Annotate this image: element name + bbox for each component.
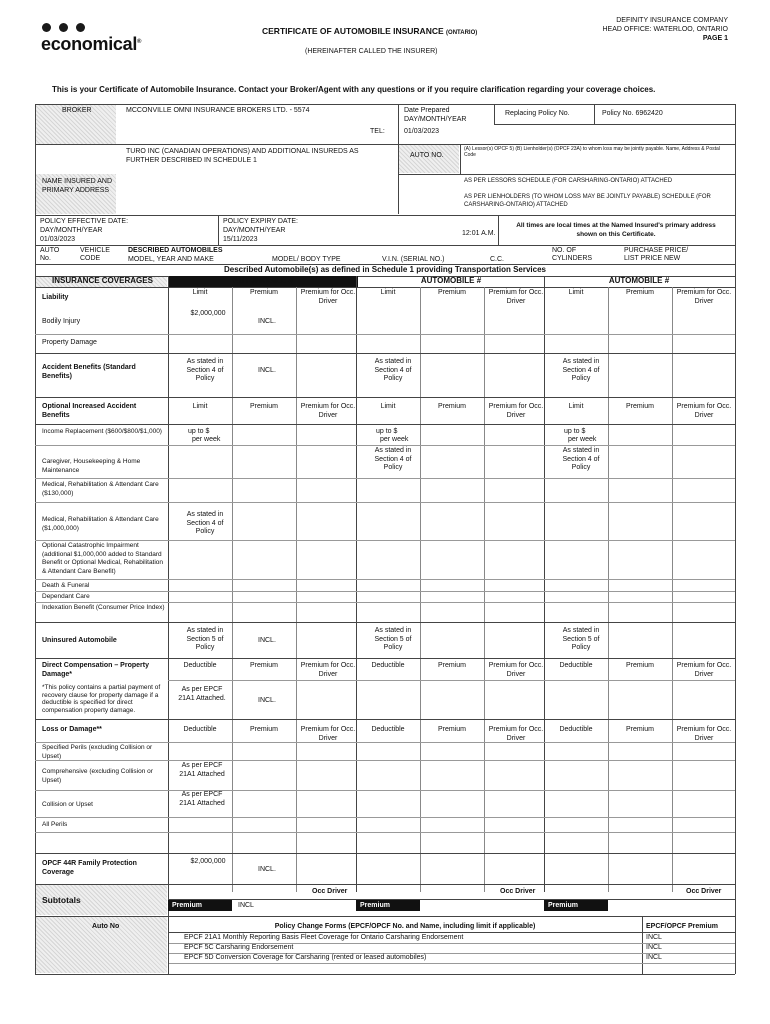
subtotal-occ-driver-1: Occ Driver — [312, 888, 348, 895]
deductible-header: Deductible — [183, 662, 217, 669]
income-per-week-2: per week — [380, 436, 409, 443]
ab-limit-1: As stated in Section 4 of Policy — [186, 358, 224, 382]
caregiver-limit-3: As stated in Section 4 of Policy — [562, 447, 600, 471]
occ-header: Premium for Occ. Driver — [300, 662, 356, 678]
occ-header: Premium for Occ. Driver — [300, 289, 356, 305]
deductible-header: Deductible — [371, 726, 405, 733]
intro-text: This is your Certificate of Automobile Insurance. Contact your Broker/Agent with any questions or if you require clarification regarding your coverage choices. — [52, 85, 656, 94]
auto-no-label: AUTO NO. — [410, 152, 444, 159]
occ-header: Premium for Occ. Driver — [488, 662, 544, 678]
bodily-injury-label: Bodily Injury — [42, 318, 81, 325]
opcf44-limit: $2,000,000 — [190, 858, 226, 865]
coverages-heading: INSURANCE COVERAGES — [52, 276, 153, 285]
uninsured-label: Uninsured Automobile — [42, 637, 117, 644]
opcf44-premium: INCL. — [258, 866, 276, 873]
subtotals-label: Subtotals — [42, 895, 81, 905]
premium-header: Premium — [249, 662, 278, 669]
occ-header: Premium for Occ. Driver — [300, 403, 356, 419]
uninsured-limit-3: As stated in Section 5 of Policy — [562, 627, 600, 651]
lienholder-schedule: AS PER LIENHOLDERS (TO WHOM LOSS MAY BE JOINTLY PAYABLE) SCHEDULE (FOR CARSHARING-ONTARIO) ATTACHED — [464, 194, 711, 208]
occ-header: Premium for Occ. Driver — [488, 403, 544, 419]
company-info: DEFINITY INSURANCE COMPANY HEAD OFFICE: WATERLOO, ONTARIO PAGE 1 — [602, 17, 728, 42]
occ-header: Premium for Occ. Driver — [300, 726, 356, 742]
limit-header: Limit — [192, 289, 208, 296]
automobile-col-2: AUTOMOBILE # — [420, 276, 482, 285]
medical-1m-limit: As stated in Section 4 of Policy — [186, 511, 224, 535]
occ-header: Premium for Occ. Driver — [488, 289, 544, 305]
lessor-schedule: AS PER LESSORS SCHEDULE (FOR CARSHARING-ONTARIO) ATTACHED — [464, 178, 673, 184]
medical-1m-label: Medical, Rehabilitation & Attendant Care ($1,000,000) — [42, 516, 159, 532]
premium-header: Premium — [625, 662, 654, 669]
caregiver-label: Caregiver, Housekeeping & Home Maintenance — [42, 458, 141, 474]
body-type-col: MODEL/ BODY TYPE — [272, 256, 341, 263]
income-up-to-1: up to $ — [188, 428, 210, 435]
broker-label: BROKER — [62, 107, 92, 114]
broker-name: MCCONVILLE OMNI INSURANCE BROKERS LTD. - 5574 — [126, 107, 310, 114]
form-row-1: EPCF 21A1 Monthly Reporting Basis Fleet Coverage for Ontario Carsharing Endorsement — [184, 934, 464, 941]
deductible-header: Deductible — [183, 726, 217, 733]
limit-header: Limit — [568, 289, 584, 296]
limit-header: Limit — [192, 403, 208, 410]
expiry-date-label: POLICY EXPIRY DATE: DAY/MONTH/YEAR — [223, 218, 298, 234]
vehicle-code-col: VEHICLE CODE — [80, 247, 110, 262]
limit-header: Limit — [380, 289, 396, 296]
subtotal-premium-3: Premium — [544, 900, 608, 911]
model-year-make-col: MODEL, YEAR AND MAKE — [128, 256, 214, 263]
income-up-to-3: up to $ — [564, 428, 586, 435]
described-heading: DESCRIBED AUTOMOBILES — [128, 247, 223, 254]
ab-limit-3: As stated in Section 4 of Policy — [562, 358, 600, 382]
premium-header: Premium — [249, 403, 278, 410]
logo-text: economical® — [41, 34, 142, 54]
property-damage-label: Property Damage — [42, 339, 97, 346]
dcpd-premium: INCL. — [258, 697, 276, 704]
policy-time: 12:01 A.M. — [462, 230, 496, 237]
all-perils-label: All Perils — [42, 821, 68, 828]
expiry-date: 15/11/2023 — [223, 236, 258, 243]
dcpd-label: Direct Compensation – Property Damage* — [42, 662, 149, 678]
logo-dot-icon — [76, 23, 85, 32]
policy-number: Policy No. 6962420 — [602, 110, 663, 117]
death-funeral-label: Death & Funeral — [42, 582, 90, 589]
insured-label: NAME INSURED AND PRIMARY ADDRESS — [42, 178, 113, 194]
dcpd-note: *This policy contains a partial payment of recovery clause for property damage if a deductible is specified for direct compensation property damage. — [42, 684, 161, 714]
income-per-week-1: per week — [192, 436, 221, 443]
collision-label: Collision or Upset — [42, 801, 93, 808]
form-row-3: EPCF 5D Conversion Coverage for Carsharing (rented or leased automobiles) — [184, 954, 427, 961]
subtotal-premium-1: Premium — [168, 900, 232, 911]
catastrophic-label: Optional Catastrophic Impairment (additional $1,000,000 added to Standard Benefit or Optional Medical, Rehabilitation & Attendant Care Benefit) — [42, 542, 164, 575]
premium-header: Premium — [437, 403, 466, 410]
logo-dot-icon — [59, 23, 68, 32]
premium-header: Premium — [625, 403, 654, 410]
insured-name: TURO INC (CANADIAN OPERATIONS) AND ADDITIONAL INSUREDS AS FURTHER DESCRIBED IN SCHEDULE 1 — [126, 148, 359, 164]
replacing-policy-label: Replacing Policy No. — [505, 110, 570, 117]
deductible-header: Deductible — [559, 662, 593, 669]
effective-date-label: POLICY EFFECTIVE DATE: DAY/MONTH/YEAR — [40, 218, 129, 234]
automobile-col-1: AUTOMOBILE # — [232, 276, 294, 285]
time-note: All times are local times at the Named Insured's primary address shown on this Certificate. — [516, 222, 716, 238]
opcf44-label: OPCF 44R Family Protection Coverage — [42, 860, 137, 876]
ab-premium-1: INCL. — [258, 367, 276, 374]
deductible-header: Deductible — [559, 726, 593, 733]
liability-limit: $2,000,000 — [190, 310, 226, 317]
occ-header: Premium for Occ. Driver — [488, 726, 544, 742]
medical-130-label: Medical, Rehabilitation & Attendant Care ($130,000) — [42, 481, 159, 497]
premium-header: Premium — [249, 289, 278, 296]
specified-perils-label: Specified Perils (excluding Collision or Upset) — [42, 744, 153, 760]
loss-damage-label: Loss or Damage** — [42, 726, 102, 733]
income-up-to-2: up to $ — [376, 428, 398, 435]
premium-header: Premium — [437, 662, 466, 669]
liability-premium: INCL. — [258, 318, 276, 325]
dependant-care-label: Dependant Care — [42, 593, 90, 600]
liability-label: Liability — [42, 294, 69, 301]
automobile-col-3: AUTOMOBILE # — [608, 276, 670, 285]
occ-header: Premium for Occ. Driver — [676, 289, 732, 305]
subtotal-incl: INCL — [238, 902, 254, 909]
subtotal-premium-2: Premium — [356, 900, 420, 911]
date-prepared-label: Date Prepared DAY/MONTH/YEAR — [404, 107, 467, 123]
price-col: PURCHASE PRICE/ LIST PRICE NEW — [624, 247, 689, 262]
premium-header: Premium — [249, 726, 278, 733]
lessor-note: (A) Lessor(s) OPCF 5) (B) Lienholder(s) (OPCF 23A) to whom loss may be jointly payable. Name, Address & Postal Code — [464, 146, 720, 158]
accident-benefits-label: Accident Benefits (Standard Benefits) — [42, 364, 136, 380]
comprehensive-label: Comprehensive (excluding Collision or Upset) — [42, 768, 153, 784]
date-prepared: 01/03/2023 — [404, 128, 440, 135]
uninsured-premium-1: INCL. — [258, 637, 276, 644]
premium-header: Premium — [625, 289, 654, 296]
ab-limit-2: As stated in Section 4 of Policy — [374, 358, 412, 382]
forms-heading: Policy Change Forms (EPCF/OPCF No. and Name, including limit if applicable) — [274, 923, 536, 930]
optional-increased-label: Optional Increased Accident Benefits — [42, 403, 137, 419]
caregiver-limit-2: As stated in Section 4 of Policy — [374, 447, 412, 471]
premium-header: Premium — [437, 726, 466, 733]
indexation-label: Indexation Benefit (Consumer Price Index) — [42, 604, 165, 611]
deductible-header: Deductible — [371, 662, 405, 669]
vin-col: V.I.N. (SERIAL NO.) — [382, 256, 445, 263]
occ-header: Premium for Occ. Driver — [676, 403, 732, 419]
uninsured-limit-2: As stated in Section 5 of Policy — [374, 627, 412, 651]
limit-header: Limit — [380, 403, 396, 410]
auto-no-col: AUTO No. — [40, 247, 60, 262]
form-row-2-premium: INCL — [646, 944, 662, 951]
described-banner: Described Automobile(s) as defined in Schedule 1 providing Transportation Services — [224, 265, 546, 274]
subtotal-occ-driver-3: Occ Driver — [686, 888, 722, 895]
tel-label: TEL: — [370, 128, 385, 135]
document-subtitle: (HEREINAFTER CALLED THE INSURER) — [305, 48, 438, 55]
form-row-3-premium: INCL — [646, 954, 662, 961]
income-replacement-label: Income Replacement ($600/$800/$1,000) — [42, 428, 162, 435]
subtotal-occ-driver-2: Occ Driver — [500, 888, 536, 895]
cc-col: C.C. — [490, 256, 504, 263]
occ-header: Premium for Occ. Driver — [676, 726, 732, 742]
dcpd-limit: As per EPCF 21A1 Attached. — [178, 686, 226, 702]
premium-header: Premium — [625, 726, 654, 733]
limit-header: Limit — [568, 403, 584, 410]
form-row-1-premium: INCL — [646, 934, 662, 941]
premium-header: Premium — [437, 289, 466, 296]
uninsured-limit-1: As stated in Section 5 of Policy — [186, 627, 224, 651]
forms-auto-no: Auto No — [92, 923, 120, 930]
occ-header: Premium for Occ. Driver — [676, 662, 732, 678]
effective-date: 01/03/2023 — [40, 236, 76, 243]
forms-premium-heading: EPCF/OPCF Premium — [646, 923, 718, 930]
cylinders-col: NO. OF CYLINDERS — [552, 247, 593, 262]
logo-dot-icon — [42, 23, 51, 32]
collision-limit: As per EPCF 21A1 Attached — [179, 791, 225, 807]
comprehensive-limit: As per EPCF 21A1 Attached — [179, 762, 225, 778]
form-row-2: EPCF 5C Carsharing Endorsement — [184, 944, 294, 951]
income-per-week-3: per week — [568, 436, 597, 443]
document-title: CERTIFICATE OF AUTOMOBILE INSURANCE (ONTARIO) — [262, 26, 478, 36]
